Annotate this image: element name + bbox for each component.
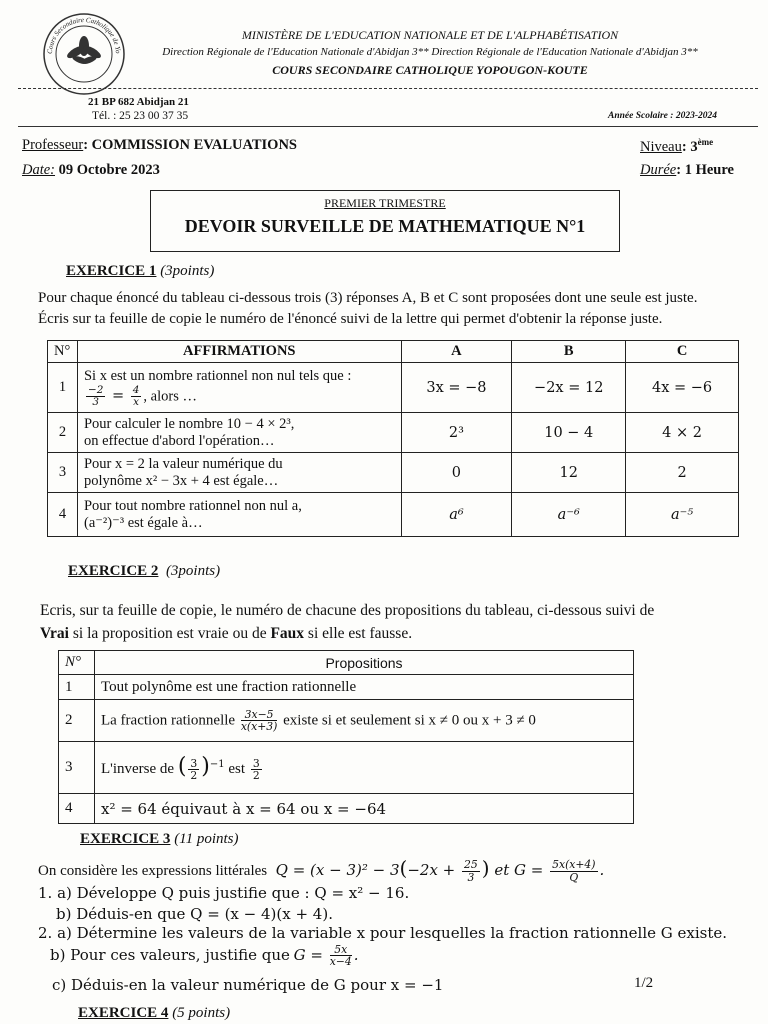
row-number: 2 — [48, 413, 78, 453]
duration-value: : 1 Heure — [676, 162, 734, 178]
school-year: Année Scolaire : 2023-2024 — [608, 111, 717, 121]
trimester: PREMIER TRIMESTRE — [324, 196, 446, 210]
statement — [77, 363, 401, 413]
statement-line1: Pour tout nombre rationnel non nul a, — [83, 497, 302, 514]
table-row — [59, 794, 634, 824]
header-divider-2 — [18, 126, 758, 127]
ex1-title: EXERCICE 1 — [66, 263, 157, 279]
answer-a: 3x = −8 — [401, 363, 512, 413]
col-header: N° — [48, 341, 78, 363]
answer-c: a⁻⁵ — [626, 493, 739, 537]
faux-word: Faux — [270, 625, 305, 642]
answer-c: 4x = −6 — [626, 363, 739, 413]
proposition-part: L'inverse de — [100, 760, 175, 777]
address: 21 BP 682 Abidjan 21 — [88, 96, 189, 108]
ministry-line: MINISTÈRE DE L'EDUCATION NATIONALE ET DE L'ALPHABÉTISATION — [241, 28, 619, 42]
col-header: B — [512, 341, 626, 363]
professor-line — [22, 137, 297, 154]
ex3-intro-text: On considère les expressions littérales — [38, 863, 268, 879]
phone: Tél. : 25 23 00 37 35 — [92, 110, 189, 122]
answer-c: 2 — [626, 453, 739, 493]
proposition-part: est — [228, 760, 246, 777]
row-number: 3 — [48, 453, 78, 493]
col-header: C — [626, 341, 739, 363]
ex4-points: (5 points) — [172, 1005, 231, 1021]
professor-value: : COMMISSION EVALUATIONS — [83, 137, 297, 153]
page-number: 1/2 — [634, 975, 654, 991]
ex2-title: EXERCICE 2 — [68, 563, 159, 579]
answer-b: 10 − 4 — [512, 413, 626, 453]
ex1-line1: Pour chaque énoncé du tableau ci-dessous trois (3) réponses A, B et C sont proposées dont une seule est juste. — [38, 290, 698, 306]
statement-line1: Pour calculer le nombre 10 − 4 × 2³, — [83, 415, 295, 432]
ex1-points: (3points) — [160, 263, 215, 279]
ex3-points: (11 points) — [174, 831, 239, 847]
table-row — [48, 363, 739, 413]
row-number: 1 — [59, 675, 95, 700]
answer-a: 2³ — [401, 413, 512, 453]
ex1-table — [47, 340, 739, 537]
date-value: 09 Octobre 2023 — [58, 162, 160, 178]
ex3-expressions: Q = (x − 3)² − 3(−2x + $\frac{25}{3}$ ) et G = $\frac{5x(x+4)}{Q}$ . — [270, 856, 605, 884]
statement-line1: Si x est un nombre rationnel non nul tels que : — [83, 367, 352, 384]
ex2-instructions — [40, 599, 740, 645]
ex2-points: (3points) — [165, 563, 221, 579]
statement — [77, 493, 401, 537]
table-row — [59, 742, 634, 794]
table-header-row — [48, 341, 739, 363]
row-number: 4 — [59, 794, 95, 824]
statement-line2: polynôme x² − 3x + 4 est égale… — [83, 472, 279, 489]
col-header: A — [401, 341, 512, 363]
date-line — [22, 162, 160, 179]
table-header-row — [59, 651, 634, 675]
table-row — [48, 453, 739, 493]
answer-b: −2x = 12 — [512, 363, 626, 413]
answer-b: 12 — [512, 453, 626, 493]
table-row — [48, 413, 739, 453]
level-line — [640, 137, 713, 156]
proposition: Tout polynôme est une fraction rationnelle — [94, 675, 633, 700]
statement-line1: Pour x = 2 la valeur numérique du — [83, 455, 283, 472]
ex3-q2c: c) Déduis-en la valeur numérique de G pour x = −1 — [52, 976, 444, 994]
level-label: Niveau — [640, 138, 682, 155]
table-row — [59, 675, 634, 700]
header-divider — [18, 88, 758, 89]
ex1-instructions — [38, 288, 738, 330]
title-box — [150, 190, 620, 252]
ex3-intro — [38, 856, 604, 883]
ex1-line2: Écris sur ta feuille de copie le numéro de l'énoncé suivi de la lettre qui permet d'obtenir la réponse juste. — [38, 311, 663, 327]
ex3-q2a: 2. a) Détermine les valeurs de la variable x pour lesquelles la fraction rationnelle G existe. — [38, 924, 728, 942]
proposition: La fraction rationnelle $\frac{3x-5}{x(x+3)}$ existe si et seulement si x ≠ 0 ou x + 3 ≠ 0 — [94, 700, 633, 742]
statement-suffix: , alors … — [143, 388, 197, 404]
row-number: 3 — [59, 742, 95, 794]
direction-line: Direction Régionale de l'Education Nationale d'Abidjan 3** Direction Régionale de l'Education Nationale d'Abidjan 3** — [162, 46, 698, 58]
proposition-part: existe si et seulement si x ≠ 0 ou x + 3 ≠ 0 — [283, 711, 536, 728]
ex2-table — [58, 650, 634, 824]
statement-line2: (a⁻²)⁻³ est égale à… — [83, 514, 203, 531]
answer-a: a⁶ — [401, 493, 512, 537]
school-name: COURS SECONDAIRE CATHOLIQUE YOPOUGON-KOUTE — [272, 63, 588, 77]
answer-c: 4 × 2 — [626, 413, 739, 453]
ex3-heading — [80, 831, 239, 848]
col-header: Propositions — [94, 651, 633, 675]
statement — [77, 413, 401, 453]
col-header: AFFIRMATIONS — [77, 341, 401, 363]
statement — [77, 453, 401, 493]
school-seal-logo — [40, 10, 128, 98]
proposition: L'inverse de ( $\frac{3}{2}$ )$^{-1}$ est $\frac{3}{2}$ — [94, 742, 633, 794]
ex3-q1a: 1. a) Développe Q puis justifie que : Q = x² − 16. — [38, 884, 410, 902]
answer-a: 0 — [401, 453, 512, 493]
exam-title: DEVOIR SURVEILLE DE MATHEMATIQUE N°1 — [184, 216, 586, 236]
ex3-title: EXERCICE 3 — [80, 831, 171, 847]
date-label: Date: — [22, 162, 56, 178]
table-row — [59, 700, 634, 742]
table-row — [48, 493, 739, 537]
statement-line2: $\frac{-2}{3}$ = $\frac{4}{x}$ , alors … — [87, 383, 197, 408]
ex3-q2b-text: b) Pour ces valeurs, justifie que — [50, 945, 290, 964]
ex4-title: EXERCICE 4 — [78, 1005, 169, 1021]
statement-line2: on effectue d'abord l'opération… — [83, 432, 275, 449]
ex2-heading — [68, 563, 220, 580]
svg-text:Cours Secondaire Catholique de: Cours Secondaire Catholique de Yo — [45, 15, 123, 55]
ex1-heading — [66, 263, 214, 280]
ex3-q1b: b) Déduis-en que Q = (x − 4)(x + 4). — [56, 905, 333, 923]
level-sup: ème — [697, 137, 714, 147]
ex2-line2 — [40, 622, 740, 645]
col-header: N° — [59, 651, 95, 675]
ex4-heading — [78, 1005, 230, 1022]
proposition-part: La fraction rationnelle — [100, 711, 236, 728]
row-number: 2 — [59, 700, 95, 742]
ex2-line2b: si elle est fausse. — [304, 625, 413, 642]
ex3-q2b: b) Pour ces valeurs, justifie que G = $\frac{5x}{x-4}$ . — [50, 943, 359, 969]
answer-b: a⁻⁶ — [512, 493, 626, 537]
row-number: 4 — [48, 493, 78, 537]
duration-line — [640, 162, 734, 179]
row-number: 1 — [48, 363, 78, 413]
ex2-line1: Ecris, sur ta feuille de copie, le numéro de chacune des propositions du tableau, ci-dessous suivi de — [40, 602, 655, 619]
duration-label: Durée — [640, 162, 677, 178]
vrai-word: Vrai — [40, 625, 69, 642]
professor-label: Professeur — [22, 137, 84, 153]
proposition: x² = 64 équivaut à x = 64 ou x = −64 — [94, 794, 633, 824]
level-value: : 3 — [681, 138, 698, 155]
ex2-line2a: si la proposition est vraie ou de — [68, 625, 271, 642]
